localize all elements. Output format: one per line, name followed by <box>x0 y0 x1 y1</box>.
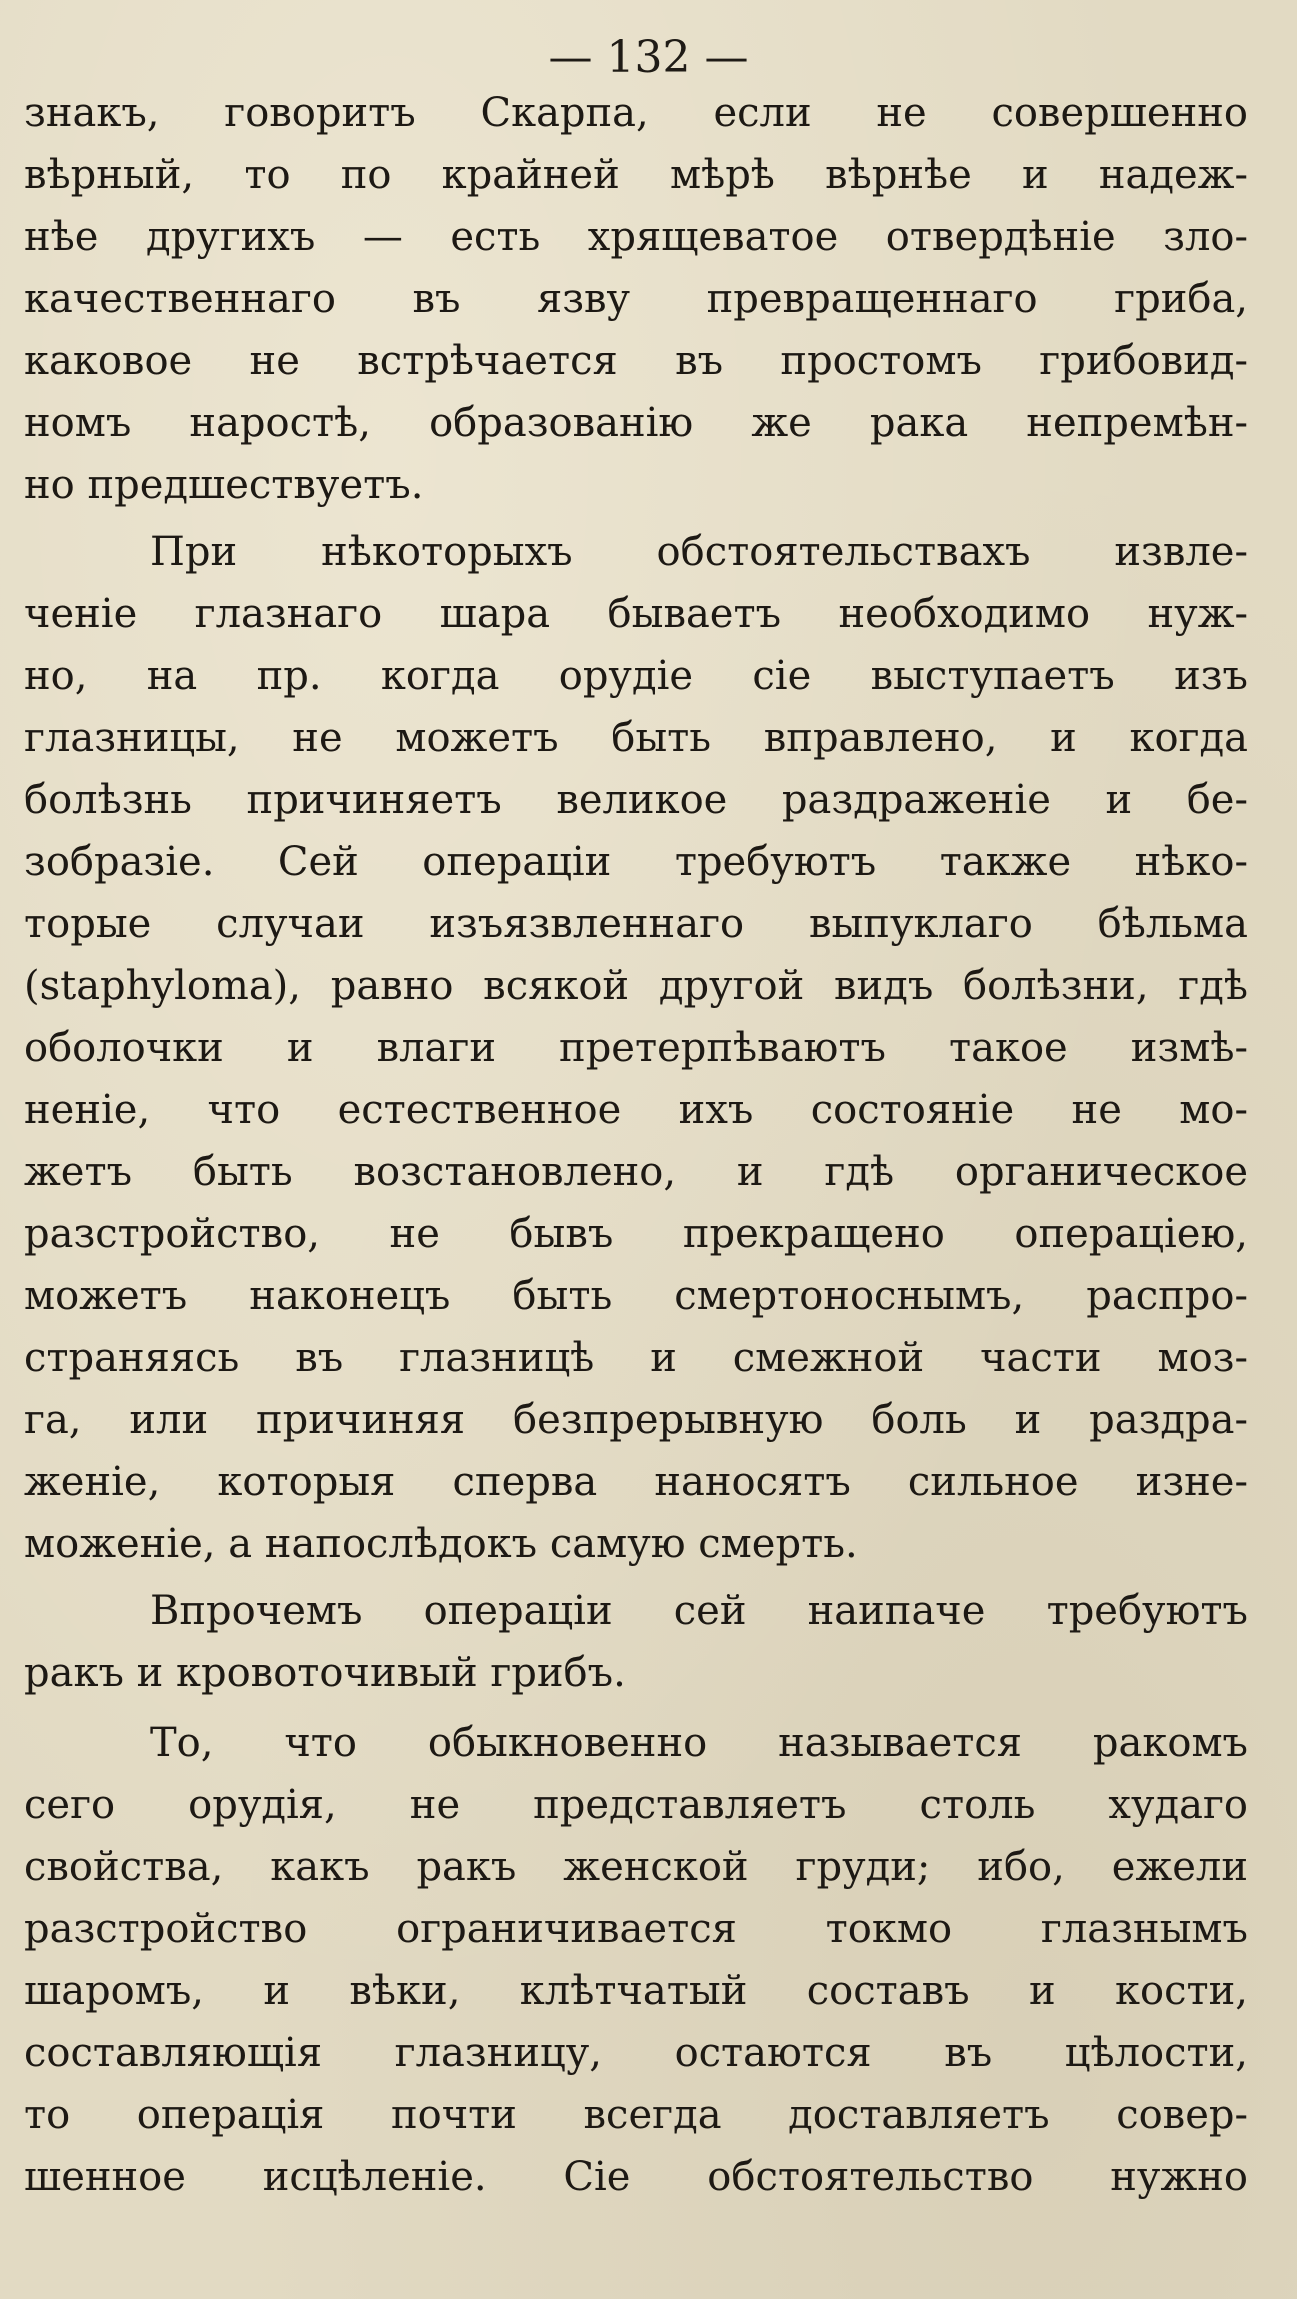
text-line: шаромъ, и вѣки, клѣтчатый составъ и кости, <box>24 1968 1248 2014</box>
text-line: оболочки и влаги претерпѣваютъ такое измѣ- <box>24 1025 1248 1071</box>
text-line: глазницы, не можетъ быть вправлено, и когда <box>24 715 1248 761</box>
text-line: страняясь въ глазницѣ и смежной части моз- <box>24 1335 1248 1381</box>
text-line: каковое не встрѣчается въ простомъ грибовид- <box>24 338 1248 384</box>
text-line: нѣе другихъ — есть хрящеватое отвердѣніе зло- <box>24 214 1248 260</box>
text-line: качественнаго въ язву превращеннаго гриба, <box>24 276 1248 322</box>
text-line: составляющія глазницу, остаются въ цѣлости, <box>24 2030 1248 2076</box>
paragraph-start-line: Впрочемъ операціи сей наипаче требуютъ <box>150 1588 1248 1634</box>
text-line: то операція почти всегда доставляетъ совер- <box>24 2092 1248 2138</box>
page-number-header: — 132 — <box>548 32 749 83</box>
text-line: свойства, какъ ракъ женской груди; ибо, ежели <box>24 1844 1248 1890</box>
text-line: женіе, которыя сперва наносятъ сильное изне- <box>24 1459 1248 1505</box>
text-line: зобразіе. Сей операціи требуютъ также нѣко- <box>24 839 1248 885</box>
text-line: но предшествуетъ. <box>24 462 424 508</box>
text-line: га, или причиняя безпрерывную боль и раздра- <box>24 1397 1248 1443</box>
text-line: можетъ наконецъ быть смертоноснымъ, распро- <box>24 1273 1248 1319</box>
text-line: знакъ, говоритъ Скарпа, если не совершенно <box>24 90 1248 136</box>
text-line: шенное исцѣленіе. Сіе обстоятельство нужно <box>24 2154 1248 2200</box>
text-line: ченіе глазнаго шара бываетъ необходимо нуж- <box>24 591 1248 637</box>
text-line: неніе, что естественное ихъ состояніе не мо- <box>24 1087 1248 1133</box>
text-line: ракъ и кровоточивый грибъ. <box>24 1650 626 1696</box>
text-line: жетъ быть возстановлено, и гдѣ органическое <box>24 1149 1248 1195</box>
text-line: (staphyloma), равно всякой другой видъ болѣзни, гдѣ <box>24 963 1248 1009</box>
paragraph-start-line: При нѣкоторыхъ обстоятельствахъ извле- <box>150 529 1248 575</box>
text-line: болѣзнь причиняетъ великое раздраженіе и бе- <box>24 777 1248 823</box>
paragraph-start-line: То, что обыкновенно называется ракомъ <box>150 1720 1248 1766</box>
text-line: сего орудія, не представляетъ столь худаго <box>24 1782 1248 1828</box>
text-line: разстройство, не бывъ прекращено операціею, <box>24 1211 1248 1257</box>
text-line: но, на пр. когда орудіе сіе выступаетъ изъ <box>24 653 1248 699</box>
page-body <box>24 82 1248 2208</box>
text-line: торые случаи изъязвленнаго выпуклаго бѣльма <box>24 901 1248 947</box>
text-line: номъ наростѣ, образованію же рака непремѣн- <box>24 400 1248 446</box>
text-line: разстройство ограничивается токмо глазнымъ <box>24 1906 1248 1952</box>
text-line: вѣрный, то по крайней мѣрѣ вѣрнѣе и надеж- <box>24 152 1248 198</box>
text-line: моженіе, а напослѣдокъ самую смерть. <box>24 1521 858 1567</box>
